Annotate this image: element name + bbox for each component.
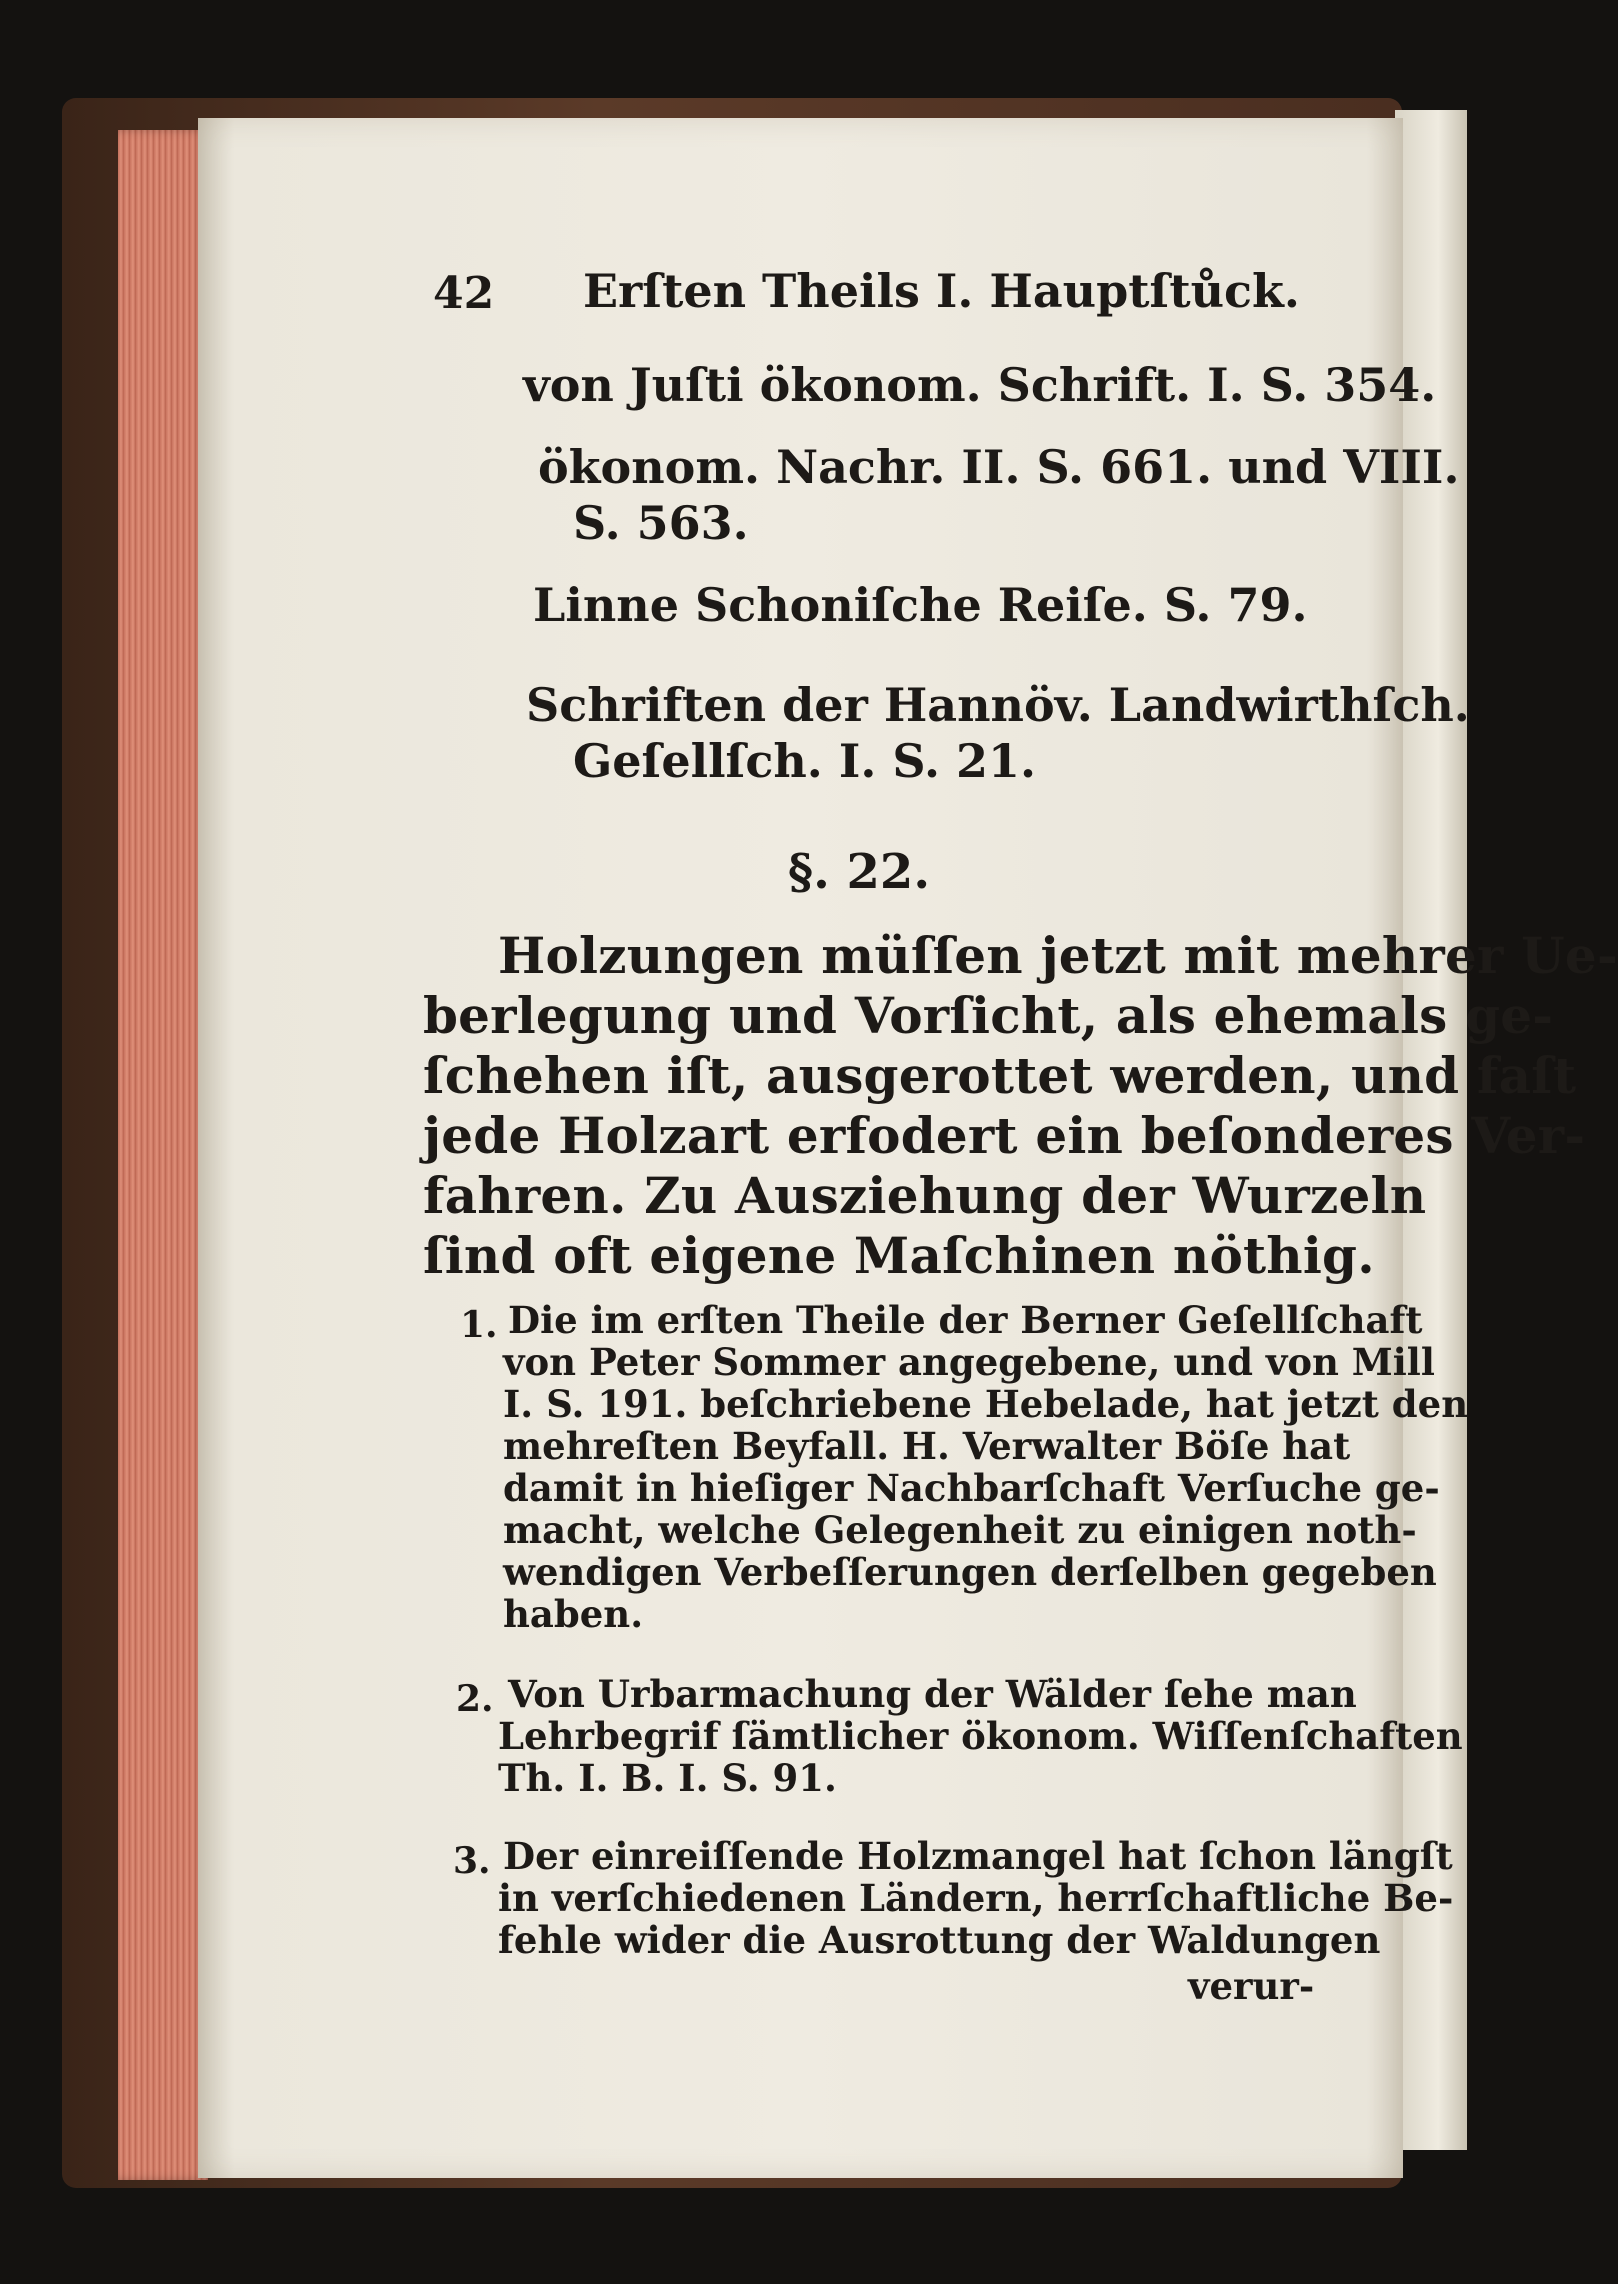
catchword: verur- (1188, 1964, 1315, 2008)
page-number: 42 (433, 268, 495, 319)
section-number: §. 22. (788, 844, 931, 900)
page-block-edges (118, 130, 208, 2180)
paragraph-line: ſind oft eigene Maſchinen nöthig. (423, 1226, 1375, 1285)
paragraph-line: Holzungen müſſen jetzt mit mehrer Ue- (498, 926, 1618, 985)
note-number: 1. (460, 1304, 498, 1346)
note-line: Der einreiſſende Holzmangel hat ſchon längſt (503, 1834, 1453, 1878)
note-line: mehreſten Beyfall. H. Verwalter Böſe hat (503, 1424, 1351, 1468)
note-line: in verſchiedenen Ländern, herrſchaftliche Be- (498, 1876, 1454, 1920)
note-number: 2. (456, 1678, 494, 1720)
reference-line: von Juſti ökonom. Schrift. I. S. 354. (523, 358, 1437, 412)
note-number: 3. (453, 1840, 491, 1882)
running-title: Erſten Theils I. Hauptſtůck. (583, 264, 1300, 318)
note-line: macht, welche Gelegenheit zu einigen noth- (503, 1508, 1417, 1552)
note-line: Die im erſten Theile der Berner Geſellſchaft (508, 1298, 1423, 1342)
note-line: I. S. 191. beſchriebene Hebelade, hat jetzt den (503, 1382, 1469, 1426)
book-page (198, 118, 1618, 2178)
note-line: Von Urbarmachung der Wälder ſehe man (508, 1672, 1357, 1716)
note-line: fehle wider die Ausrottung der Waldungen (498, 1918, 1381, 1962)
note-line: Lehrbegrif ſämtlicher ökonom. Wiſſenſchaften (498, 1714, 1463, 1758)
note-line: damit in hieſiger Nachbarſchaft Verſuche ge- (503, 1466, 1440, 1510)
reference-line: Linne Schoniſche Reiſe. S. 79. (533, 578, 1308, 632)
note-line: Th. I. B. I. S. 91. (498, 1756, 837, 1800)
reference-line: Schriften der Hannöv. Landwirthſch. (526, 678, 1470, 732)
paragraph-line: fahren. Zu Ausziehung der Wurzeln (423, 1166, 1427, 1225)
paragraph-line: ſchehen iſt, ausgerottet werden, und faſt (423, 1046, 1577, 1105)
reference-line: Geſellſch. I. S. 21. (573, 734, 1037, 788)
paragraph-line: jede Holzart erfodert ein beſonderes Ver- (423, 1106, 1586, 1165)
reference-line: S. 563. (573, 496, 749, 550)
reference-line: ökonom. Nachr. II. S. 661. und VIII. (538, 440, 1460, 494)
note-line: haben. (503, 1592, 644, 1636)
note-line: von Peter Sommer angegebene, und von Mill (503, 1340, 1435, 1384)
note-line: wendigen Verbeſſerungen derſelben gegeben (503, 1550, 1437, 1594)
paragraph-line: berlegung und Vorſicht, als ehemals ge- (423, 986, 1554, 1045)
